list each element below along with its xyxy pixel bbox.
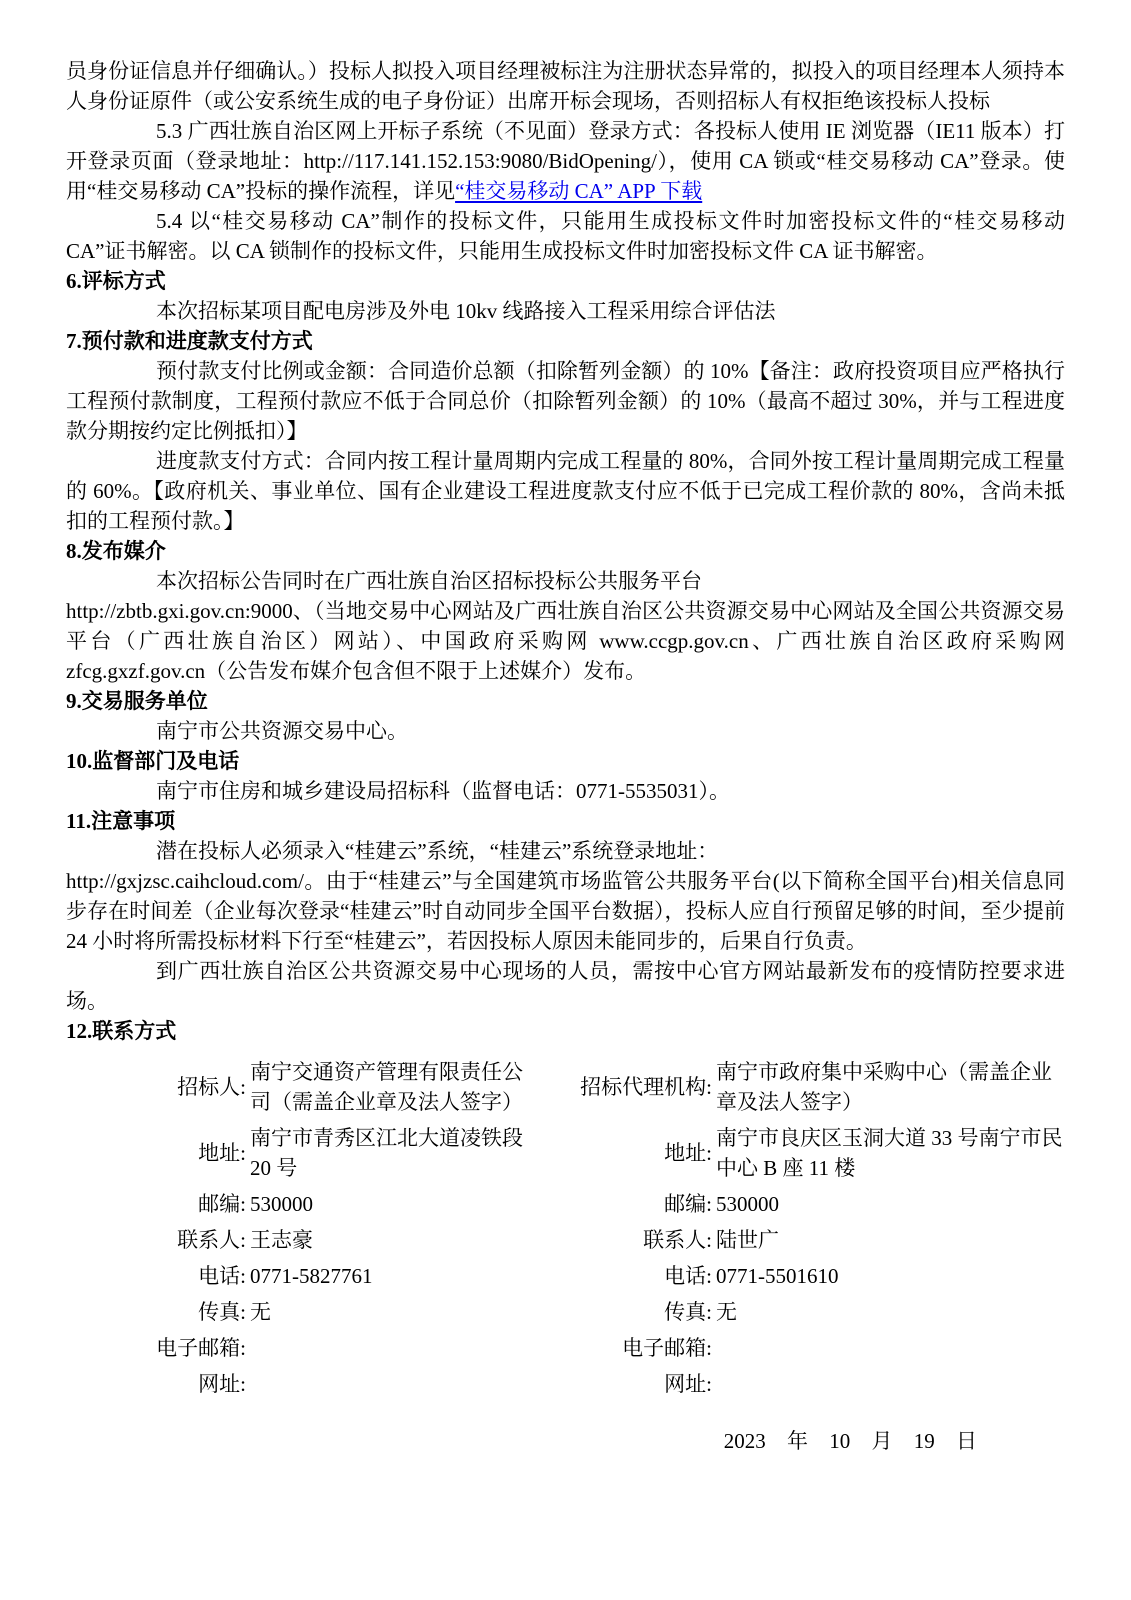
contact-label-right: 传真:	[664, 1300, 712, 1324]
text-run: http://zbtb.gxi.gov.cn:9000、（当地交易中心网站及广西壮族自治区公共资源交易中心网站及全国公共资源交易平台（广西壮族自治区）网站）、中国政府采购网 www.ccgp.gov.cn、广西壮族自治区政府采购网 zfcg.gxzf.gov.cn（公告发布媒介包含但不限于上述媒介）发布。	[66, 599, 1065, 683]
contact-label-right: 地址:	[664, 1141, 712, 1165]
contact-label-right: 电话:	[664, 1264, 712, 1288]
app-download-link[interactable]: “桂交易移动 CA” APP 下载	[455, 179, 703, 203]
contact-label-left: 邮编:	[198, 1192, 246, 1216]
section-heading: 6.评标方式	[66, 269, 166, 293]
contact-value-left: 南宁市青秀区江北大道凌铁段 20 号	[250, 1126, 523, 1180]
contact-value-right: 南宁市良庆区玉洞大道 33 号南宁市民中心 B 座 11 楼	[716, 1126, 1063, 1180]
contact-value-left: 南宁交通资产管理有限责任公司（需盖企业章及法人签字）	[250, 1060, 523, 1114]
text-run: 5.4 以“桂交易移动 CA”制作的投标文件，只能用生成投标文件时加密投标文件的“桂交易移动 CA”证书解密。以 CA 锁制作的投标文件，只能用生成投标文件时加密投标文件 CA 证书解密。	[66, 209, 1065, 263]
section-heading: 7.预付款和进度款支付方式	[66, 329, 313, 353]
document-blocks	[66, 56, 1065, 1046]
text-run: 本次招标某项目配电房涉及外电 10kv 线路接入工程采用综合评估法	[156, 299, 776, 323]
paragraph	[66, 446, 1065, 536]
paragraph	[66, 206, 1065, 266]
contact-label-right: 联系人:	[643, 1228, 712, 1252]
paragraph	[66, 776, 1065, 806]
contact-value-left: 530000	[250, 1192, 313, 1216]
contact-label-left: 电话:	[198, 1264, 246, 1288]
contact-value-left: 无	[250, 1300, 271, 1324]
text-run: 5.3 广西壮族自治区网上开标子系统（不见面）登录方式：各投标人使用 IE 浏览器（IE11 版本）打开登录页面（登录地址：http://117.141.152.153:9080/BidOpening/），使用 CA 锁或“桂交易移动 CA”登录。使用“桂交易移动 CA”投标的操作流程，详见	[66, 119, 1065, 203]
paragraph	[66, 716, 1065, 746]
contact-label-right: 邮编:	[664, 1192, 712, 1216]
contact-value-right: 南宁市政府集中采购中心（需盖企业章及法人签字）	[716, 1060, 1052, 1114]
contact-value-right	[716, 1345, 1065, 1351]
contact-label-left: 传真:	[198, 1300, 246, 1324]
contact-label-left: 联系人:	[177, 1228, 246, 1252]
section-heading: 9.交易服务单位	[66, 689, 208, 713]
paragraph	[66, 56, 1065, 116]
text-run: http://gxjzsc.caihcloud.com/。由于“桂建云”与全国建筑市场监管公共服务平台(以下简称全国平台)相关信息同步存在时间差（企业每次登录“桂建云”时自动同步全国平台数据），投标人应自行预留足够的时间，至少提前 24 小时将所需投标材料下行至“桂建云”，若因投标人原因未能同步的，后果自行负责。	[66, 869, 1065, 953]
contact-value-left	[250, 1381, 542, 1387]
section-heading: 11.注意事项	[66, 809, 176, 833]
contact-value-left: 王志豪	[250, 1228, 313, 1252]
contacts-grid	[66, 1054, 1065, 1402]
paragraph	[66, 566, 1065, 596]
text-run: 潜在投标人必须录入“桂建云”系统，“桂建云”系统登录地址：	[156, 839, 719, 863]
contact-label-left: 网址:	[198, 1372, 246, 1396]
paragraph	[66, 356, 1065, 446]
text-run: 员身份证信息并仔细确认。）投标人拟投入项目经理被标注为注册状态异常的，拟投入的项目经理本人须持本人身份证原件（或公安系统生成的电子身份证）出席开标会现场，否则招标人有权拒绝该投标人投标	[66, 59, 1065, 113]
contact-label-left: 地址:	[198, 1141, 246, 1165]
text-run: 南宁市公共资源交易中心。	[156, 719, 408, 743]
section-heading: 8.发布媒介	[66, 539, 166, 563]
contact-value-right: 无	[716, 1300, 737, 1324]
paragraph	[66, 836, 1065, 866]
contact-value-left: 0771-5827761	[250, 1264, 373, 1288]
contact-label-right: 电子邮箱:	[622, 1336, 712, 1360]
contact-value-right: 陆世广	[716, 1228, 779, 1252]
paragraph	[66, 116, 1065, 206]
text-run: 南宁市住房和城乡建设局招标科（监督电话：0771-5535031）。	[156, 779, 730, 803]
contact-label-left: 电子邮箱:	[156, 1336, 246, 1360]
section-heading: 12.联系方式	[66, 1019, 177, 1043]
contact-value-right: 0771-5501610	[716, 1264, 839, 1288]
contact-value-right: 530000	[716, 1192, 779, 1216]
contact-label-left: 招标人:	[177, 1075, 246, 1099]
contact-label-right: 网址:	[664, 1372, 712, 1396]
paragraph	[66, 956, 1065, 1016]
contact-value-right	[716, 1381, 1065, 1387]
date-line: 2023 年 10 月 19 日	[723, 1429, 977, 1453]
paragraph	[66, 866, 1065, 956]
text-run: 本次招标公告同时在广西壮族自治区招标投标公共服务平台	[156, 569, 702, 593]
contact-value-left	[250, 1345, 542, 1351]
contact-label-right: 招标代理机构:	[580, 1075, 712, 1099]
paragraph	[66, 596, 1065, 686]
text-run: 进度款支付方式：合同内按工程计量周期内完成工程量的 80%，合同外按工程计量周期完成工程量的 60%。【政府机关、事业单位、国有企业建设工程进度款支付应不低于已完成工程价款的 80%，含尚未抵扣的工程预付款。】	[66, 449, 1065, 533]
section-heading: 10.监督部门及电话	[66, 749, 240, 773]
paragraph	[66, 296, 1065, 326]
text-run: 到广西壮族自治区公共资源交易中心现场的人员，需按中心官方网站最新发布的疫情防控要求进场。	[66, 959, 1065, 1013]
text-run: 预付款支付比例或金额：合同造价总额（扣除暂列金额）的 10%【备注：政府投资项目应严格执行工程预付款制度，工程预付款应不低于合同总价（扣除暂列金额）的 10%（最高不超过 30%，并与工程进度款分期按约定比例抵扣）】	[66, 359, 1065, 443]
